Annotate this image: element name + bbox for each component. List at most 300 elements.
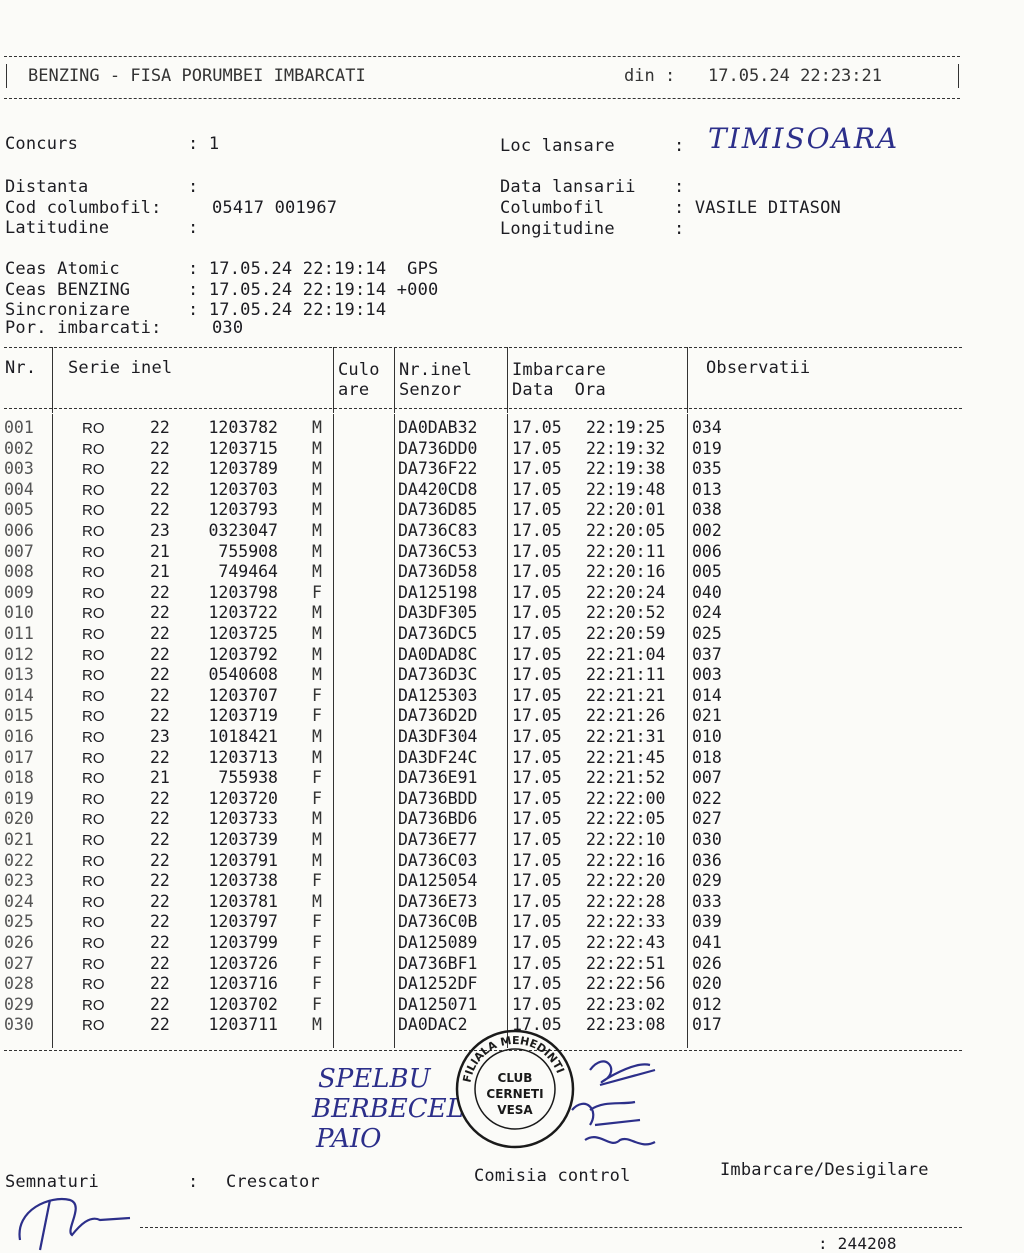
row-nr: 024	[4, 891, 34, 911]
row-obs: 010	[692, 727, 722, 746]
header-top-border	[4, 56, 960, 57]
row-country: RO	[82, 440, 105, 458]
table-row	[0, 418, 1024, 439]
ceas-atomic-label: Ceas Atomic	[5, 259, 120, 279]
row-sex: F	[312, 974, 322, 994]
row-sensor: DA3DF305	[398, 603, 478, 623]
row-date: 17.05	[512, 830, 562, 849]
row-ring: 1203782	[208, 418, 278, 437]
row-nr: 002	[4, 438, 34, 458]
row-year: 22	[150, 582, 170, 602]
row-sensor: DA736BDD	[398, 788, 478, 808]
row-time: 22:20:05	[586, 521, 666, 540]
row-time: 22:20:11	[586, 541, 666, 561]
row-time: 22:22:28	[586, 891, 666, 911]
col-divider-culoare	[394, 347, 395, 413]
row-sensor: DA736BD6	[398, 809, 478, 829]
row-year: 22	[150, 603, 170, 623]
row-sex: M	[312, 830, 322, 849]
col-header-serie: Serie inel	[68, 358, 173, 378]
row-obs: 027	[692, 809, 722, 829]
row-year: 22	[150, 706, 170, 726]
row-time: 22:19:48	[586, 479, 666, 499]
row-nr: 018	[4, 768, 34, 788]
row-ring: 1203739	[208, 830, 278, 849]
row-sensor: DA0DAD8C	[398, 644, 478, 664]
row-nr: 027	[4, 953, 34, 973]
row-country: RO	[82, 832, 105, 849]
table-row	[0, 727, 1024, 748]
row-obs: 007	[692, 768, 722, 788]
row-sensor: DA736C53	[398, 541, 478, 561]
longitudine-label: Longitudine	[500, 219, 615, 239]
row-ring: 1018421	[208, 727, 278, 746]
row-nr: 008	[4, 562, 34, 582]
row-year: 22	[150, 953, 170, 973]
row-date: 17.05	[512, 994, 562, 1014]
row-time: 22:22:43	[586, 933, 666, 952]
row-time: 22:21:26	[586, 706, 666, 726]
row-sex: F	[312, 706, 322, 726]
semnaturi-sep: :	[188, 1172, 199, 1192]
row-sex: M	[312, 521, 322, 540]
row-date: 17.05	[512, 644, 562, 664]
table-row	[0, 686, 1024, 707]
row-ring: 1203711	[208, 1015, 278, 1035]
table-row	[0, 789, 1024, 810]
handwritten-name-2: BERBECEL	[312, 1094, 464, 1124]
row-sex: M	[312, 418, 322, 437]
table-row	[0, 624, 1024, 645]
col-header-observatii: Observatii	[706, 358, 811, 378]
row-time: 22:20:01	[586, 500, 666, 520]
row-year: 22	[150, 850, 170, 870]
row-country: RO	[82, 543, 105, 561]
row-nr: 005	[4, 500, 34, 520]
row-ring: 1203793	[208, 500, 278, 520]
row-country: RO	[82, 502, 105, 520]
row-year: 22	[150, 933, 170, 952]
row-sensor: DA736D58	[398, 562, 478, 582]
row-obs: 003	[692, 665, 722, 685]
col-header-imbarcare-2: Data Ora	[512, 380, 606, 400]
row-sex: M	[312, 500, 322, 520]
row-year: 21	[150, 541, 170, 561]
row-sensor: DA125198	[398, 582, 478, 602]
col-divider-nrinel	[507, 347, 508, 413]
row-year: 22	[150, 871, 170, 891]
row-nr: 030	[4, 1015, 34, 1035]
table-row	[0, 459, 1024, 480]
row-nr: 012	[4, 644, 34, 664]
row-ring: 1203719	[208, 706, 278, 726]
row-ring: 1203715	[208, 438, 278, 458]
row-nr: 017	[4, 747, 34, 767]
table-row	[0, 480, 1024, 501]
row-sensor: DA3DF304	[398, 727, 478, 746]
col-header-nr: Nr.	[5, 358, 37, 378]
row-year: 22	[150, 685, 170, 705]
row-time: 22:23:02	[586, 994, 666, 1014]
table-row	[0, 871, 1024, 892]
row-ring: 1203738	[208, 871, 278, 891]
col-header-nrinel-1: Nr.inel	[399, 360, 473, 380]
row-sensor: DA736DD0	[398, 438, 478, 458]
row-date: 17.05	[512, 459, 562, 479]
table-row	[0, 645, 1024, 666]
row-year: 22	[150, 438, 170, 458]
row-country: RO	[82, 914, 105, 932]
col-divider-nr	[52, 347, 53, 413]
sincronizare-value: : 17.05.24 22:19:14	[188, 300, 387, 320]
row-ring: 1203725	[208, 624, 278, 643]
row-obs: 030	[692, 830, 722, 849]
row-obs: 021	[692, 706, 722, 726]
row-year: 22	[150, 912, 170, 932]
row-ring: 755908	[218, 541, 278, 561]
row-country: RO	[82, 564, 105, 582]
row-country: RO	[82, 749, 105, 767]
row-obs: 002	[692, 521, 722, 540]
row-year: 23	[150, 521, 170, 540]
row-sensor: DA0DAB32	[398, 418, 478, 437]
ceas-atomic-value: : 17.05.24 22:19:14 GPS	[188, 259, 439, 279]
row-year: 21	[150, 768, 170, 788]
col-header-culoare-2: are	[338, 380, 370, 400]
row-time: 22:20:24	[586, 582, 666, 602]
row-sex: M	[312, 644, 322, 664]
row-time: 22:21:04	[586, 644, 666, 664]
row-country: RO	[82, 584, 105, 602]
table-row	[0, 706, 1024, 727]
row-sex: M	[312, 665, 322, 685]
row-sensor: DA736C03	[398, 850, 478, 870]
signature-imbarcare-label: Imbarcare/Desigilare	[720, 1160, 929, 1180]
row-sensor: DA125071	[398, 994, 478, 1014]
handwritten-name-3: PAIO	[316, 1124, 382, 1154]
cod-columbofil-value: 05417 001967	[212, 198, 338, 218]
row-sensor: DA736DC5	[398, 624, 478, 643]
handwritten-name-1: SPELBU	[318, 1064, 431, 1094]
col-header-imbarcare-1: Imbarcare	[512, 360, 606, 380]
row-sensor: DA736E73	[398, 891, 478, 911]
row-date: 17.05	[512, 665, 562, 685]
row-date: 17.05	[512, 582, 562, 602]
row-nr: 021	[4, 830, 34, 849]
row-country: RO	[82, 935, 105, 952]
table-row	[0, 809, 1024, 830]
row-sex: M	[312, 438, 322, 458]
row-ring: 1203797	[208, 912, 278, 932]
row-sex: M	[312, 891, 322, 911]
row-sex: F	[312, 788, 322, 808]
row-sex: F	[312, 912, 322, 932]
header-left-border	[6, 64, 7, 88]
row-sensor: DA125089	[398, 933, 478, 952]
row-time: 22:22:16	[586, 850, 666, 870]
row-ring: 1203726	[208, 953, 278, 973]
col-header-nrinel-2: Senzor	[399, 380, 462, 400]
signature-scribble-control	[560, 1040, 680, 1160]
row-obs: 039	[692, 912, 722, 932]
row-sex: M	[312, 624, 322, 643]
row-obs: 037	[692, 644, 722, 664]
row-obs: 033	[692, 891, 722, 911]
footer-border	[140, 1227, 962, 1228]
row-country: RO	[82, 770, 105, 788]
row-time: 22:22:51	[586, 953, 666, 973]
row-sensor: DA736E91	[398, 768, 478, 788]
data-lansarii-value: :	[674, 177, 685, 197]
row-date: 17.05	[512, 541, 562, 561]
row-nr: 003	[4, 459, 34, 479]
row-obs: 029	[692, 871, 722, 891]
row-ring: 1203798	[208, 582, 278, 602]
row-time: 22:21:45	[586, 747, 666, 767]
stamp-text-cerneti: CERNETI	[486, 1087, 544, 1101]
row-nr: 013	[4, 665, 34, 685]
row-obs: 026	[692, 953, 722, 973]
row-date: 17.05	[512, 953, 562, 973]
row-nr: 028	[4, 974, 34, 994]
row-date: 17.05	[512, 521, 562, 540]
row-country: RO	[82, 852, 105, 870]
row-sex: M	[312, 727, 322, 746]
row-date: 17.05	[512, 685, 562, 705]
row-sex: M	[312, 850, 322, 870]
footer-number: : 244208	[818, 1234, 897, 1253]
semnaturi-label: Semnaturi	[5, 1172, 99, 1192]
row-country: RO	[82, 955, 105, 973]
row-ring: 1203799	[208, 933, 278, 952]
row-date: 17.05	[512, 809, 562, 829]
row-sensor: DA736D85	[398, 500, 478, 520]
row-ring: 1203703	[208, 479, 278, 499]
row-time: 22:22:33	[586, 912, 666, 932]
row-obs: 038	[692, 500, 722, 520]
row-sex: M	[312, 603, 322, 623]
row-time: 22:20:16	[586, 562, 666, 582]
row-time: 22:21:21	[586, 685, 666, 705]
row-obs: 036	[692, 850, 722, 870]
row-ring: 1203792	[208, 644, 278, 664]
por-imbarcati-label: Por. imbarcati:	[5, 318, 162, 338]
longitudine-value: :	[674, 219, 685, 239]
row-nr: 010	[4, 603, 34, 623]
row-nr: 009	[4, 582, 34, 602]
row-ring: 0323047	[208, 521, 278, 540]
col-divider-serie	[333, 347, 334, 413]
table-row	[0, 954, 1024, 975]
table-row	[0, 851, 1024, 872]
data-lansarii-label: Data lansarii	[500, 177, 636, 197]
row-country: RO	[82, 996, 105, 1014]
row-sensor: DA736C83	[398, 521, 478, 540]
row-nr: 004	[4, 479, 34, 499]
row-obs: 014	[692, 685, 722, 705]
row-sex: F	[312, 871, 322, 891]
latitudine-label: Latitudine	[5, 218, 110, 238]
table-row	[0, 830, 1024, 851]
row-sex: F	[312, 582, 322, 602]
row-time: 22:21:11	[586, 665, 666, 685]
table-row	[0, 665, 1024, 686]
table-row	[0, 892, 1024, 913]
row-country: RO	[82, 873, 105, 891]
row-country: RO	[82, 790, 105, 808]
document-title: BENZING - FISA PORUMBEI IMBARCATI	[28, 66, 366, 86]
row-nr: 025	[4, 912, 34, 932]
row-sex: M	[312, 562, 322, 582]
row-country: RO	[82, 667, 105, 685]
table-row	[0, 500, 1024, 521]
distanta-value: :	[188, 177, 199, 197]
row-country: RO	[82, 893, 105, 911]
row-sex: F	[312, 768, 322, 788]
row-obs: 041	[692, 933, 722, 952]
row-country: RO	[82, 605, 105, 623]
stamp-text-top: FILIALA MEHEDINTI	[460, 1033, 567, 1084]
table-row	[0, 603, 1024, 624]
row-ring: 1203789	[208, 459, 278, 479]
row-obs: 005	[692, 562, 722, 582]
row-year: 22	[150, 500, 170, 520]
row-sex: M	[312, 1015, 322, 1035]
table-row	[0, 562, 1024, 583]
row-year: 22	[150, 418, 170, 437]
row-obs: 006	[692, 541, 722, 561]
row-nr: 023	[4, 871, 34, 891]
row-time: 22:20:52	[586, 603, 666, 623]
row-date: 17.05	[512, 974, 562, 994]
row-year: 22	[150, 644, 170, 664]
row-date: 17.05	[512, 603, 562, 623]
stamp-text-club: CLUB	[497, 1071, 533, 1085]
table-row	[0, 974, 1024, 995]
row-date: 17.05	[512, 891, 562, 911]
row-date: 17.05	[512, 788, 562, 808]
table-row	[0, 748, 1024, 769]
row-date: 17.05	[512, 933, 562, 952]
header-bottom-border	[4, 98, 960, 99]
table-row	[0, 521, 1024, 542]
table-row	[0, 933, 1024, 954]
row-obs: 018	[692, 747, 722, 767]
row-time: 22:22:00	[586, 788, 666, 808]
row-year: 22	[150, 624, 170, 643]
row-obs: 017	[692, 1015, 722, 1035]
distanta-label: Distanta	[5, 177, 89, 197]
row-sensor: DA1252DF	[398, 974, 478, 994]
row-time: 22:19:32	[586, 438, 666, 458]
document-date: 17.05.24 22:23:21	[708, 66, 882, 86]
row-time: 22:20:59	[586, 624, 666, 643]
row-sensor: DA3DF24C	[398, 747, 478, 767]
row-obs: 024	[692, 603, 722, 623]
row-obs: 025	[692, 624, 722, 643]
ceas-benzing-label: Ceas BENZING	[5, 280, 131, 300]
row-year: 22	[150, 1015, 170, 1035]
row-sensor: DA736E77	[398, 830, 478, 849]
table-top-border	[4, 347, 962, 348]
row-ring: 1203713	[208, 747, 278, 767]
row-time: 22:21:31	[586, 727, 666, 746]
row-sensor: DA736D2D	[398, 706, 478, 726]
row-date: 17.05	[512, 438, 562, 458]
row-ring: 1203702	[208, 994, 278, 1014]
loc-lansare-sep: :	[674, 136, 685, 156]
row-year: 22	[150, 994, 170, 1014]
concurs-label: Concurs	[5, 134, 79, 154]
row-nr: 001	[4, 418, 34, 437]
row-sex: F	[312, 953, 322, 973]
row-year: 22	[150, 809, 170, 829]
row-ring: 755938	[218, 768, 278, 788]
row-date: 17.05	[512, 871, 562, 891]
loc-lansare-label: Loc lansare	[500, 136, 615, 156]
row-date: 17.05	[512, 562, 562, 582]
row-obs: 035	[692, 459, 722, 479]
table-header-bottom-border	[4, 408, 962, 409]
row-ring: 1203781	[208, 891, 278, 911]
row-ring: 1203707	[208, 685, 278, 705]
row-obs: 019	[692, 438, 722, 458]
row-obs: 013	[692, 479, 722, 499]
row-country: RO	[82, 481, 105, 499]
col-divider-imbarcare	[687, 347, 688, 413]
col-header-culoare-1: Culo	[338, 360, 380, 380]
loc-lansare-handwritten: TIMISOARA	[708, 122, 900, 155]
row-country: RO	[82, 420, 105, 437]
stamp-text-vesa: VESA	[497, 1103, 533, 1117]
row-time: 22:23:08	[586, 1015, 666, 1035]
row-nr: 015	[4, 706, 34, 726]
date-label: din :	[624, 66, 676, 86]
signature-crescator-label: Crescator	[226, 1172, 320, 1192]
row-year: 22	[150, 891, 170, 911]
por-imbarcati-value: 030	[212, 318, 244, 338]
row-sensor: DA0DAC2	[398, 1015, 468, 1035]
row-country: RO	[82, 976, 105, 994]
row-obs: 020	[692, 974, 722, 994]
row-ring: 1203733	[208, 809, 278, 829]
row-time: 22:21:52	[586, 768, 666, 788]
row-time: 22:19:38	[586, 459, 666, 479]
row-sex: M	[312, 459, 322, 479]
row-time: 22:19:25	[586, 418, 666, 437]
table-row	[0, 439, 1024, 460]
row-nr: 019	[4, 788, 34, 808]
row-year: 22	[150, 479, 170, 499]
columbofil-value: : VASILE DITASON	[674, 198, 841, 218]
signature-scribble-crescator	[10, 1180, 150, 1252]
table-row	[0, 583, 1024, 604]
row-date: 17.05	[512, 850, 562, 870]
table-row	[0, 768, 1024, 789]
row-sensor: DA125303	[398, 685, 478, 705]
row-nr: 026	[4, 933, 34, 952]
row-date: 17.05	[512, 1015, 562, 1035]
row-nr: 029	[4, 994, 34, 1014]
row-time: 22:22:20	[586, 871, 666, 891]
row-country: RO	[82, 461, 105, 479]
row-country: RO	[82, 729, 105, 746]
sincronizare-label: Sincronizare	[5, 300, 131, 320]
row-obs: 034	[692, 418, 722, 437]
row-sensor: DA736F22	[398, 459, 478, 479]
row-nr: 007	[4, 541, 34, 561]
row-sex: F	[312, 994, 322, 1014]
